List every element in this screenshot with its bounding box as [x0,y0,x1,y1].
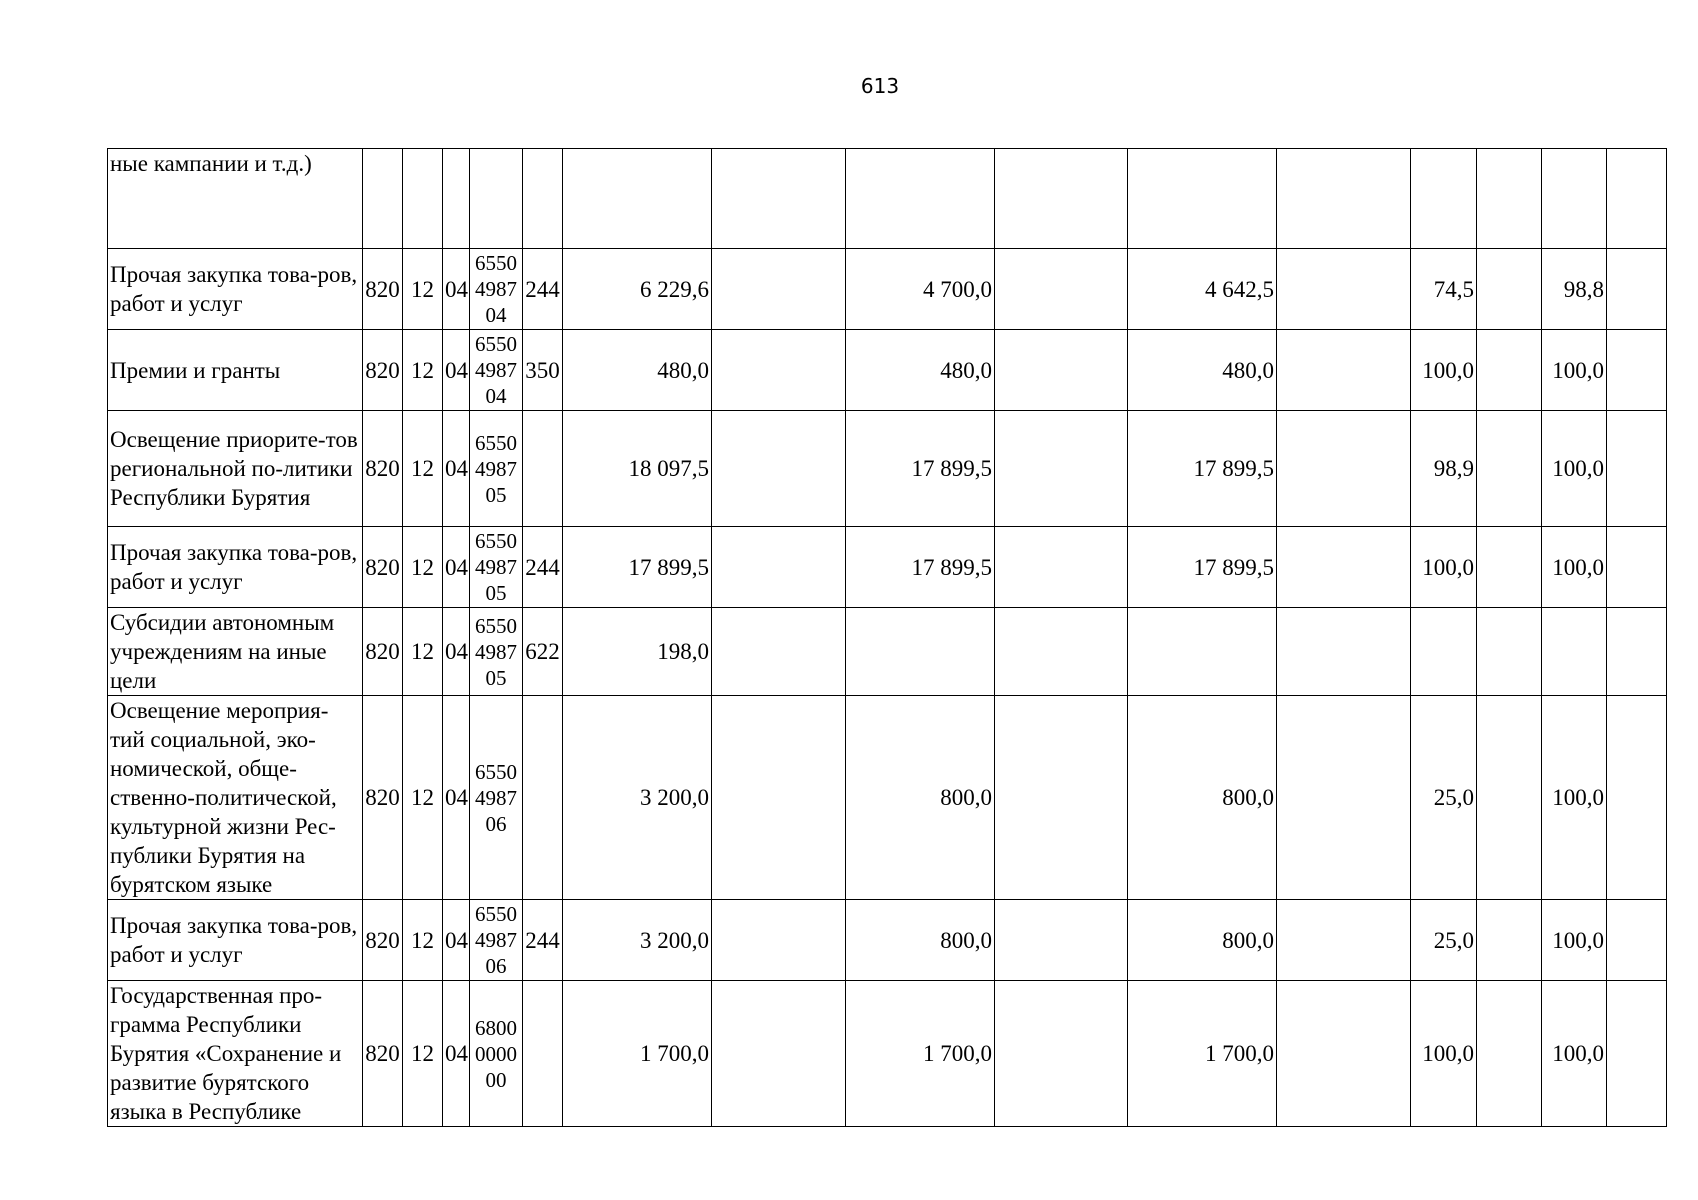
empty-cell [1477,411,1542,527]
empty-cell [1477,981,1542,1127]
expense-type-cell [523,981,563,1127]
empty-cell [1277,900,1411,981]
empty-cell [1607,149,1667,249]
target-article-part: 6550 [475,251,517,275]
empty-cell [995,900,1128,981]
percent-refined-cell: 98,8 [1542,249,1607,330]
section-code-cell [403,149,443,249]
percent-refined-cell: 100,0 [1542,900,1607,981]
row-name-cell: Освещение мероприя-тий социальной, эко-номической, обще-ственно-политической, культурной жизни Рес-публики Бурятия на бурятском языке [108,696,363,900]
row-name-cell: Субсидии автономным учреждениям на иные цели [108,608,363,696]
expense-type-cell: 622 [523,608,563,696]
amount-executed-cell [1128,149,1277,249]
percent-approved-cell [1411,149,1477,249]
empty-cell [1277,149,1411,249]
percent-approved-cell: 25,0 [1411,696,1477,900]
percent-approved-cell: 100,0 [1411,527,1477,608]
target-article-part: 00 [485,1067,507,1092]
subsection-code-cell: 04 [443,527,470,608]
empty-cell [1277,249,1411,330]
table-row [108,900,1667,981]
empty-cell [712,981,846,1127]
amount-executed-cell: 17 899,5 [1128,411,1277,527]
amount-refined-cell: 17 899,5 [846,527,995,608]
target-article-part: 6550 [475,430,517,455]
amount-executed-cell: 4 642,5 [1128,249,1277,330]
target-article-cell [470,900,523,981]
amount-executed-cell: 800,0 [1128,900,1277,981]
target-article-cell [470,411,523,527]
target-article-cell [470,527,523,608]
empty-cell [1607,411,1667,527]
table-row [108,249,1667,330]
amount-approved-cell: 3 200,0 [563,696,712,900]
target-article-part: 0000 [475,1041,517,1066]
table-row [108,330,1667,411]
empty-cell [712,900,846,981]
table-row [108,527,1667,608]
table-row [108,696,1667,900]
target-article-part: 4987 [475,358,517,382]
percent-refined-cell [1542,608,1607,696]
target-article-cell [470,330,523,411]
empty-cell [995,608,1128,696]
empty-cell [1607,900,1667,981]
expense-type-cell: 244 [523,527,563,608]
target-article-part: 04 [485,303,507,327]
target-article-part: 4987 [475,456,517,481]
empty-cell [1477,330,1542,411]
section-code-cell: 12 [403,330,443,411]
target-article-part: 6550 [475,332,517,356]
target-article-part: 6550 [475,529,517,553]
amount-executed-cell: 1 700,0 [1128,981,1277,1127]
table-row [108,149,1667,249]
empty-cell [995,149,1128,249]
target-article-part: 6550 [475,613,517,638]
row-name-cell: ные кампании и т.д.) [108,149,363,249]
row-name-cell: Освещение приорите-тов региональной по-литики Республики Бурятия [108,411,363,527]
target-article-part: 4987 [475,639,517,664]
empty-cell [995,249,1128,330]
subsection-code-cell [443,149,470,249]
amount-approved-cell [563,149,712,249]
empty-cell [1607,527,1667,608]
amount-refined-cell: 800,0 [846,900,995,981]
percent-approved-cell [1411,608,1477,696]
amount-approved-cell: 1 700,0 [563,981,712,1127]
amount-refined-cell: 17 899,5 [846,411,995,527]
target-article-part: 4987 [475,785,517,810]
target-article-cell [470,608,523,696]
ved-code-cell: 820 [363,608,403,696]
amount-refined-cell: 800,0 [846,696,995,900]
amount-executed-cell: 17 899,5 [1128,527,1277,608]
empty-cell [712,527,846,608]
amount-approved-cell: 3 200,0 [563,900,712,981]
empty-cell [1477,608,1542,696]
row-name-cell: Прочая закупка това-ров, работ и услуг [108,900,363,981]
section-code-cell: 12 [403,411,443,527]
empty-cell [995,330,1128,411]
table-row [108,608,1667,696]
subsection-code-cell: 04 [443,696,470,900]
ved-code-cell: 820 [363,411,403,527]
subsection-code-cell: 04 [443,981,470,1127]
section-code-cell: 12 [403,527,443,608]
percent-approved-cell: 74,5 [1411,249,1477,330]
empty-cell [712,411,846,527]
subsection-code-cell: 04 [443,900,470,981]
row-name-cell: Премии и гранты [108,330,363,411]
empty-cell [1277,696,1411,900]
empty-cell [1477,696,1542,900]
amount-approved-cell: 17 899,5 [563,527,712,608]
percent-refined-cell: 100,0 [1542,411,1607,527]
table-row [108,981,1667,1127]
empty-cell [995,411,1128,527]
empty-cell [1477,249,1542,330]
section-code-cell: 12 [403,981,443,1127]
ved-code-cell [363,149,403,249]
expense-type-cell [523,411,563,527]
ved-code-cell: 820 [363,981,403,1127]
empty-cell [1607,330,1667,411]
amount-approved-cell: 18 097,5 [563,411,712,527]
empty-cell [1607,981,1667,1127]
empty-cell [1277,981,1411,1127]
row-name-cell: Прочая закупка това-ров, работ и услуг [108,249,363,330]
amount-refined-cell: 4 700,0 [846,249,995,330]
amount-refined-cell [846,608,995,696]
percent-refined-cell: 100,0 [1542,981,1607,1127]
percent-approved-cell: 25,0 [1411,900,1477,981]
amount-executed-cell: 800,0 [1128,696,1277,900]
empty-cell [712,696,846,900]
budget-table [107,148,1667,1127]
target-article-cell [470,249,523,330]
row-name-cell: Прочая закупка това-ров, работ и услуг [108,527,363,608]
percent-approved-cell: 98,9 [1411,411,1477,527]
amount-approved-cell: 480,0 [563,330,712,411]
table-body [108,149,1667,1127]
empty-cell [1277,608,1411,696]
target-article-cell [470,149,523,249]
target-article-part: 05 [485,581,507,605]
empty-cell [712,330,846,411]
amount-executed-cell [1128,608,1277,696]
subsection-code-cell: 04 [443,411,470,527]
row-name-cell: Государственная про-грамма Республики Бурятия «Сохранение и развитие бурятского языка в Республике [108,981,363,1127]
empty-cell [712,249,846,330]
amount-approved-cell: 6 229,6 [563,249,712,330]
expense-type-cell: 350 [523,330,563,411]
ved-code-cell: 820 [363,900,403,981]
empty-cell [1277,411,1411,527]
empty-cell [995,527,1128,608]
empty-cell [1607,249,1667,330]
empty-cell [995,981,1128,1127]
percent-refined-cell: 100,0 [1542,527,1607,608]
section-code-cell: 12 [403,900,443,981]
page-number: 613 [860,74,900,98]
target-article-cell [470,696,523,900]
amount-executed-cell: 480,0 [1128,330,1277,411]
target-article-part: 4987 [475,928,517,952]
percent-approved-cell: 100,0 [1411,981,1477,1127]
amount-refined-cell: 480,0 [846,330,995,411]
subsection-code-cell: 04 [443,249,470,330]
target-article-part: 4987 [475,277,517,301]
target-article-part: 06 [485,954,507,978]
target-article-part: 05 [485,482,507,507]
empty-cell [712,149,846,249]
expense-type-cell: 244 [523,249,563,330]
target-article-part: 6800 [475,1015,517,1040]
empty-cell [1607,608,1667,696]
target-article-part: 6550 [475,902,517,926]
section-code-cell: 12 [403,608,443,696]
empty-cell [1277,330,1411,411]
section-code-cell: 12 [403,249,443,330]
expense-type-cell [523,149,563,249]
amount-approved-cell: 198,0 [563,608,712,696]
target-article-part: 05 [485,665,507,690]
target-article-part: 06 [485,811,507,836]
ved-code-cell: 820 [363,330,403,411]
subsection-code-cell: 04 [443,330,470,411]
subsection-code-cell: 04 [443,608,470,696]
expense-type-cell: 244 [523,900,563,981]
target-article-cell [470,981,523,1127]
percent-refined-cell [1542,149,1607,249]
percent-refined-cell: 100,0 [1542,696,1607,900]
empty-cell [1477,900,1542,981]
ved-code-cell: 820 [363,249,403,330]
target-article-part: 6550 [475,759,517,784]
section-code-cell: 12 [403,696,443,900]
percent-approved-cell: 100,0 [1411,330,1477,411]
amount-refined-cell [846,149,995,249]
percent-refined-cell: 100,0 [1542,330,1607,411]
empty-cell [1277,527,1411,608]
ved-code-cell: 820 [363,527,403,608]
empty-cell [712,608,846,696]
empty-cell [1607,696,1667,900]
expense-type-cell [523,696,563,900]
amount-refined-cell: 1 700,0 [846,981,995,1127]
target-article-part: 04 [485,384,507,408]
table-row [108,411,1667,527]
empty-cell [1477,149,1542,249]
empty-cell [995,696,1128,900]
target-article-part: 4987 [475,555,517,579]
empty-cell [1477,527,1542,608]
ved-code-cell: 820 [363,696,403,900]
